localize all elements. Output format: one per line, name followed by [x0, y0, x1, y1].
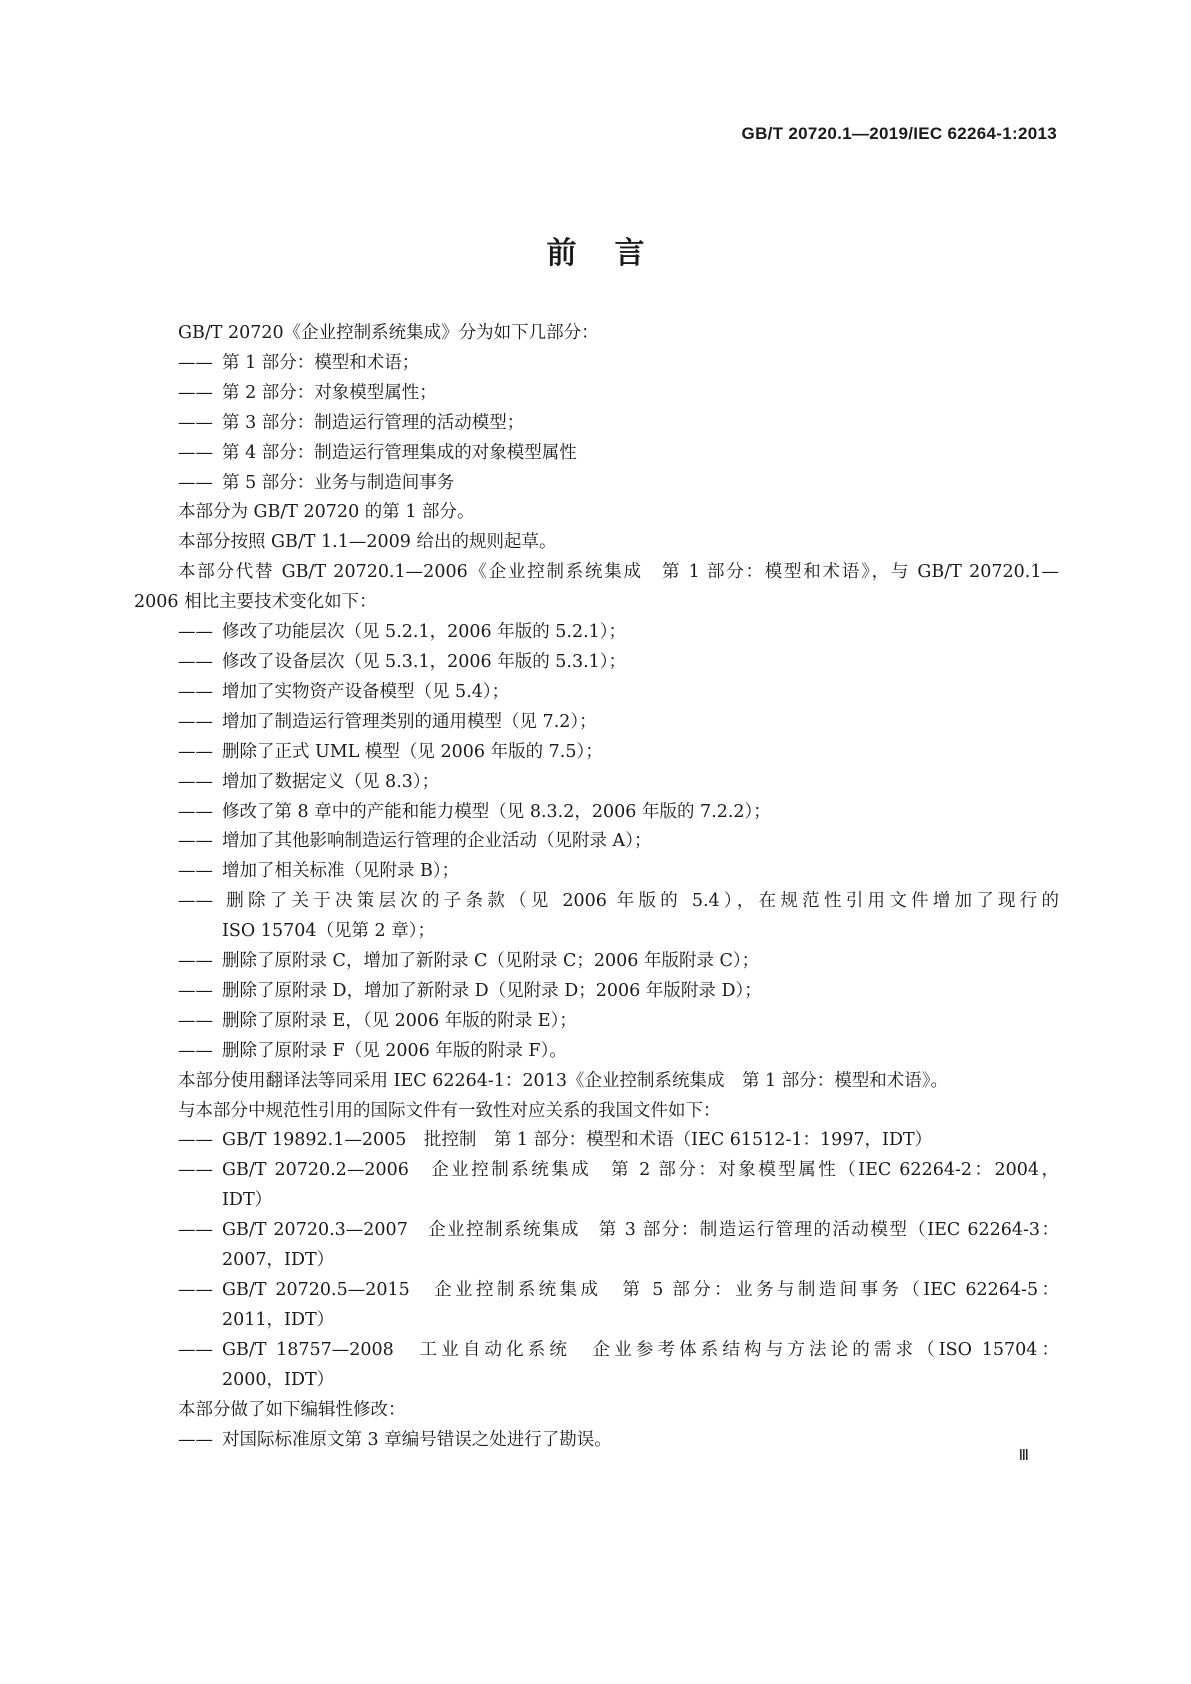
dash: ——	[178, 741, 213, 762]
dash: ——	[178, 831, 213, 852]
dash: ——	[178, 352, 213, 373]
dash: ——	[178, 891, 213, 912]
dash: ——	[178, 711, 213, 732]
list-item-text: GB/T 20720.5—2015 企业控制系统集成 第 5 部分：业务与制造间事务（IEC 62264-5：	[222, 1280, 1059, 1300]
list-item-text: 增加了制造运行管理类别的通用模型（见 7.2）；	[222, 711, 597, 732]
list-item	[134, 469, 1059, 499]
list-item	[134, 1216, 1059, 1246]
list-item	[134, 678, 1059, 708]
list-item-text: 增加了相关标准（见附录 B）；	[222, 861, 460, 882]
list-item-continuation: IDT）	[222, 1190, 273, 1211]
dash: ——	[178, 771, 213, 792]
drafting-rule: 本部分按照 GB/T 1.1—2009 给出的规则起草。	[178, 532, 557, 553]
dash: ——	[178, 951, 213, 972]
list-item-text: 第 5 部分：业务与制造间事务	[222, 472, 455, 493]
list-item-text: 第 2 部分：对象模型属性；	[222, 382, 437, 403]
dash: ——	[178, 472, 213, 493]
dash: ——	[178, 651, 213, 672]
list-item-continuation: 2000，IDT）	[222, 1369, 335, 1390]
dash: ——	[178, 412, 213, 433]
list-item-continuation: ISO 15704（见第 2 章）；	[222, 921, 435, 942]
dash: ——	[178, 1010, 213, 1031]
list-item	[134, 708, 1059, 738]
list-item	[134, 648, 1059, 678]
list-item	[134, 618, 1059, 648]
list-item	[134, 1426, 1059, 1456]
dash: ——	[178, 801, 213, 822]
list-item	[134, 977, 1059, 1007]
translation-statement: 本部分使用翻译法等同采用 IEC 62264-1：2013《企业控制系统集成 第 1 部分：模型和术语》。	[178, 1070, 948, 1091]
dash: ——	[178, 382, 213, 403]
dash: ——	[178, 1040, 213, 1061]
list-item	[134, 857, 1059, 887]
list-item	[134, 349, 1059, 379]
list-item	[134, 1126, 1059, 1156]
list-item-text: 对国际标准原文第 3 章编号错误之处进行了勘误。	[222, 1429, 612, 1450]
dash: ——	[178, 1429, 213, 1450]
replaces-statement-line2: 2006 相比主要技术变化如下：	[134, 592, 377, 613]
page-number: Ⅲ	[1018, 1448, 1029, 1464]
list-item	[134, 887, 1059, 917]
foreword-body	[134, 319, 1059, 1455]
list-item-text: 删除了原附录 D，增加了新附录 D（见附录 D；2006 年版附录 D）；	[222, 980, 762, 1001]
list-item	[134, 1156, 1059, 1186]
list-item-text: 修改了功能层次（见 5.2.1，2006 年版的 5.2.1）；	[222, 622, 627, 643]
dash: ——	[178, 1160, 213, 1181]
replaces-statement-line1: 本部分代替 GB/T 20720.1—2006《企业控制系统集成 第 1 部分：模型和术语》，与 GB/T 20720.1—	[178, 562, 1059, 583]
dash: ——	[178, 1339, 213, 1360]
dash: ——	[178, 1130, 213, 1151]
dash: ——	[178, 622, 213, 643]
dash: ——	[178, 1220, 213, 1241]
dash: ——	[178, 1280, 213, 1300]
list-item-text: GB/T 20720.2—2006 企业控制系统集成 第 2 部分：对象模型属性（IEC 62264-2：2004，	[222, 1160, 1059, 1181]
list-item-text: 删除了原附录 C，增加了新附录 C（见附录 C；2006 年版附录 C）；	[222, 951, 760, 972]
list-item	[134, 827, 1059, 857]
list-item-text: 第 3 部分：制造运行管理的活动模型；	[222, 412, 525, 433]
list-item-text: GB/T 19892.1—2005 批控制 第 1 部分：模型和术语（IEC 61512-1：1997，IDT）	[222, 1130, 933, 1151]
list-item	[134, 1007, 1059, 1037]
list-item-continuation: 2007，IDT）	[222, 1250, 335, 1271]
list-item-text: 增加了其他影响制造运行管理的企业活动（见附录 A）；	[222, 831, 652, 852]
standard-code-header: GB/T 20720.1—2019/IEC 62264-1:2013	[741, 124, 1057, 143]
dash: ——	[178, 681, 213, 702]
list-item-text: 删除了正式 UML 模型（见 2006 年版的 7.5）；	[222, 741, 603, 762]
list-item	[134, 439, 1059, 469]
list-item	[134, 1037, 1059, 1067]
editorial-intro: 本部分做了如下编辑性修改：	[178, 1399, 406, 1420]
list-item	[134, 738, 1059, 768]
intro-paragraph: GB/T 20720《企业控制系统集成》分为如下几部分：	[178, 323, 599, 343]
list-item-text: 删除了关于决策层次的子条款（见 2006 年版的 5.4），在规范性引用文件增加了现行的	[222, 891, 1059, 912]
list-item	[134, 798, 1059, 828]
list-item-text: 增加了数据定义（见 8.3）；	[222, 771, 440, 792]
list-item-text: 修改了设备层次（见 5.3.1，2006 年版的 5.3.1）；	[222, 651, 627, 672]
part-statement: 本部分为 GB/T 20720 的第 1 部分。	[178, 502, 475, 523]
list-item-text: 修改了第 8 章中的产能和能力模型（见 8.3.2，2006 年版的 7.2.2）；	[222, 801, 771, 822]
list-item	[134, 768, 1059, 798]
list-item	[134, 379, 1059, 409]
dash: ——	[178, 861, 213, 882]
dash: ——	[178, 980, 213, 1001]
list-item	[134, 409, 1059, 439]
list-item-text: 第 4 部分：制造运行管理集成的对象模型属性	[222, 442, 577, 463]
list-item-text: GB/T 18757—2008 工业自动化系统 企业参考体系结构与方法论的需求（ISO 15704：	[222, 1339, 1059, 1360]
list-item	[134, 1336, 1059, 1366]
page-title: 前言	[546, 236, 683, 271]
list-item-text: 删除了原附录 E，（见 2006 年版的附录 E）；	[222, 1010, 577, 1031]
list-item	[134, 1276, 1059, 1306]
list-item-text: GB/T 20720.3—2007 企业控制系统集成 第 3 部分：制造运行管理的活动模型（IEC 62264-3：	[222, 1220, 1059, 1241]
list-item-continuation: 2011，IDT）	[222, 1309, 335, 1330]
list-item	[134, 947, 1059, 977]
list-item-text: 第 1 部分：模型和术语；	[222, 352, 420, 373]
dash: ——	[178, 442, 213, 463]
list-item-text: 增加了实物资产设备模型（见 5.4）；	[222, 681, 510, 702]
list-item-text: 删除了原附录 F（见 2006 年版的附录 F）。	[222, 1040, 567, 1061]
correspondence-intro: 与本部分中规范性引用的国际文件有一致性对应关系的我国文件如下：	[178, 1100, 721, 1121]
